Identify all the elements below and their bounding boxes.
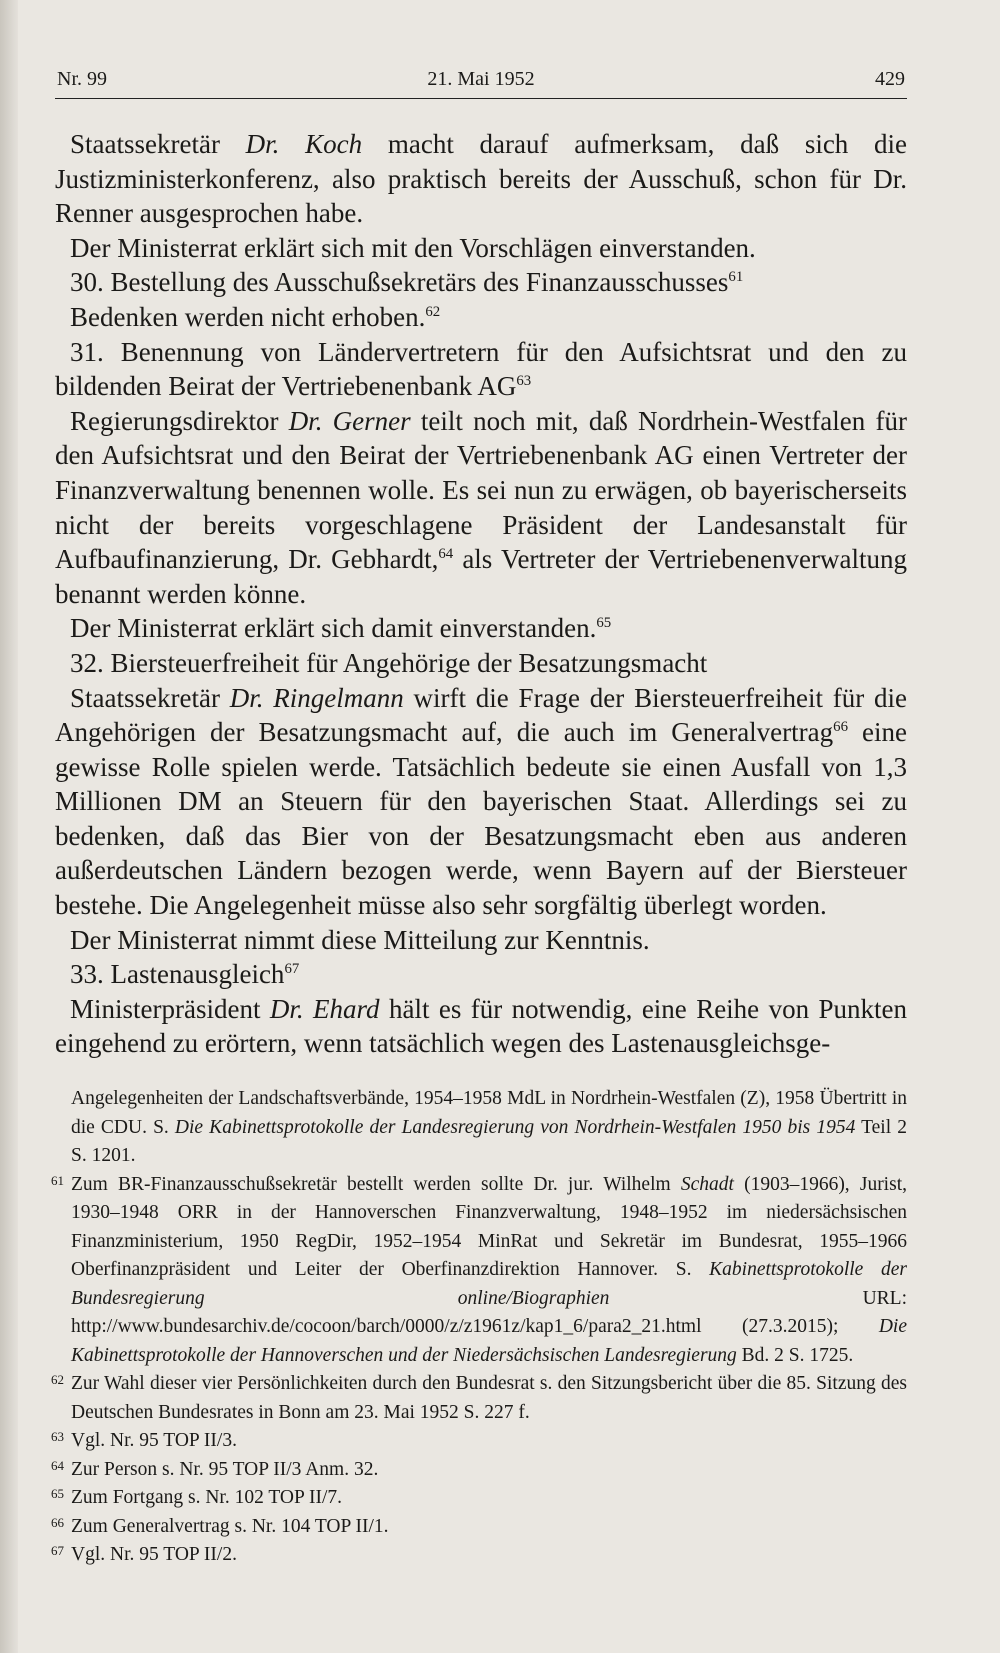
footnote-62: 62 Zur Wahl dieser vier Persönlichkeiten durch den Bundesrat s. den Sitzungsbericht über die 85. Sitzung des Deutschen Bundesrates in Bonn am 23. Mai 1952 S. 227 f. bbox=[55, 1370, 907, 1427]
main-text bbox=[55, 127, 907, 1061]
footnote-ref: 61 bbox=[728, 269, 744, 286]
paragraph-decision-4: Der Ministerrat nimmt diese Mitteilung zur Kenntnis. bbox=[70, 924, 650, 955]
running-header bbox=[55, 64, 907, 99]
footnote-ref: 65 bbox=[596, 615, 612, 632]
agenda-item-31: 31. Benennung von Ländervertretern für den Aufsichtsrat und den zu bildenden Beirat der Vertriebenenbank AG$^{63}$ bbox=[55, 336, 907, 402]
footnote-continuation: Angelegenheiten der Landschaftsverbände, 1954–1958 MdL in Nordrhein-Westfalen (Z), 1958 Übertritt in die CDU. S. Die Kabinettsprotokolle der Landesregierung von Nordrhein-Westfalen 1950 bis 1954 Teil 2 S. 1201. bbox=[71, 1088, 907, 1166]
footnote-mark: 67 bbox=[51, 1543, 64, 1558]
paragraph-decision-1: Der Ministerrat erklärt sich mit den Vorschlägen einverstanden. bbox=[70, 232, 756, 263]
footnote-ref: 63 bbox=[516, 373, 532, 390]
page-gutter-shadow bbox=[0, 0, 18, 1653]
paragraph-ehard: Ministerpräsident Dr. Ehard hält es für notwendig, eine Reihe von Punkten eingehend zu erörtern, wenn tatsächlich wegen des Lastenausgleichsge- bbox=[55, 993, 907, 1059]
footnote-mark: 64 bbox=[51, 1457, 64, 1473]
paragraph-decision-2: Bedenken werden nicht erhoben.$^{62}$ bbox=[70, 301, 441, 332]
speaker-name: Dr. Gerner bbox=[288, 405, 411, 436]
footnote-mark: 63 bbox=[51, 1429, 64, 1444]
paragraph-gerner: Regierungsdirektor Dr. Gerner teilt noch mit, daß Nordrhein-Westfalen für den Aufsichtsrat und den Beirat der Vertriebenenbank AG einen Vertreter der Finanzverwaltung benennen wolle. Es sei nun zu erwägen, ob bayerischerseits nicht der bereits vorgeschlagene Präsident der Landesanstalt für Aufbaufinanzierung, Dr. Gebhardt,$^{64}$ als Vertreter der Vertriebenenverwaltung benannt werden könne. bbox=[55, 405, 907, 609]
document-number: Nr. 99 bbox=[57, 68, 107, 90]
footnote-64: 64 Zur Person s. Nr. 95 TOP II/3 Anm. 32. bbox=[55, 1456, 907, 1485]
speaker-name: Dr. Koch bbox=[245, 129, 363, 159]
paragraph-decision-3: Der Ministerrat erklärt sich damit einverstanden.$^{65}$ bbox=[70, 613, 612, 644]
footnote-mark: 61 bbox=[51, 1172, 64, 1188]
footnote-61: 61 Zum BR-Finanzausschußsekretär bestellt werden sollte Dr. jur. Wilhelm Schadt (1903–1966), Jurist, 1930–1948 ORR in der Hannoverschen Finanzverwaltung, 1948–1952 im niedersächsischen Finanzministerium, 1950 RegDir, 1952–1954 MinRat und Sekretär im Bundesrat, 1955–1966 Oberfinanzpräsident und Leiter der Oberfinanzdirektion Hannover. S. Kabinettsprotokolle der Bundesregierung online/Biographien URL: http://www.bundesarchiv.de/cocoon/barch/0000/z/z1961z/kap1_6/para2_21.html (27.3.2015); Die Kabinettsprotokolle der Hannoverschen und der Niedersächsischen Landesregierung Bd. 2 S. 1725. bbox=[55, 1171, 907, 1371]
agenda-item-32: 32. Biersteuerfreiheit für Angehörige der Besatzungsmacht bbox=[70, 647, 708, 678]
footnote-63: 63 Vgl. Nr. 95 TOP II/3. bbox=[55, 1427, 907, 1456]
footnote-mark: 65 bbox=[51, 1486, 64, 1501]
footnote-65: 65 Zum Fortgang s. Nr. 102 TOP II/7. bbox=[55, 1484, 907, 1513]
agenda-item-30: 30. Bestellung des Ausschußsekretärs des Finanzausschusses$^{61}$ bbox=[70, 267, 744, 298]
footnote-67: 67 Vgl. Nr. 95 TOP II/2. bbox=[55, 1541, 907, 1570]
footnote-ref: 64 bbox=[438, 546, 454, 563]
paragraph-ringelmann: Staatssekretär Dr. Ringelmann wirft die Frage der Biersteuerfreiheit für die Angehörigen der Besatzungsmacht auf, die auch im Generalvertrag$^{66}$ eine gewisse Rolle spielen werde. Tatsächlich bedeute sie einen Ausfall von 1,3 Millionen DM an Steuern für den bayerischen Staat. Allerdings sei zu bedenken, daß das Bier von der Besatzungsmacht eben aus anderen außerdeutschen Ländern bezogen werde, wenn Bayern auf der Biersteuer bestehe. Die Angelegenheit müsse also sehr sorgfältig überlegt worden. bbox=[55, 682, 908, 921]
footnote-ref: 66 bbox=[833, 719, 848, 736]
footnote-mark: 62 bbox=[51, 1372, 64, 1387]
speaker-name: Dr. Ehard bbox=[269, 993, 380, 1024]
footnote-66: 66 Zum Generalvertrag s. Nr. 104 TOP II/1. bbox=[55, 1513, 907, 1542]
agenda-item-33: 33. Lastenausgleich$^{67}$ bbox=[70, 959, 300, 990]
header-date: 21. Mai 1952 bbox=[427, 68, 535, 90]
paragraph-koch: Staatssekretär Dr. Koch macht darauf aufmerksam, daß sich die Justizministerkonferenz, also praktisch bereits der Ausschuß, schon für Dr. Renner ausgesprochen habe. bbox=[55, 129, 908, 229]
footnote-ref: 67 bbox=[284, 961, 300, 978]
page-number: 429 bbox=[875, 68, 905, 90]
footnote-ref: 62 bbox=[425, 303, 441, 320]
speaker-name: Dr. Ringelmann bbox=[229, 682, 404, 713]
footnote-mark: 66 bbox=[51, 1514, 64, 1530]
footnotes bbox=[51, 1085, 907, 1570]
